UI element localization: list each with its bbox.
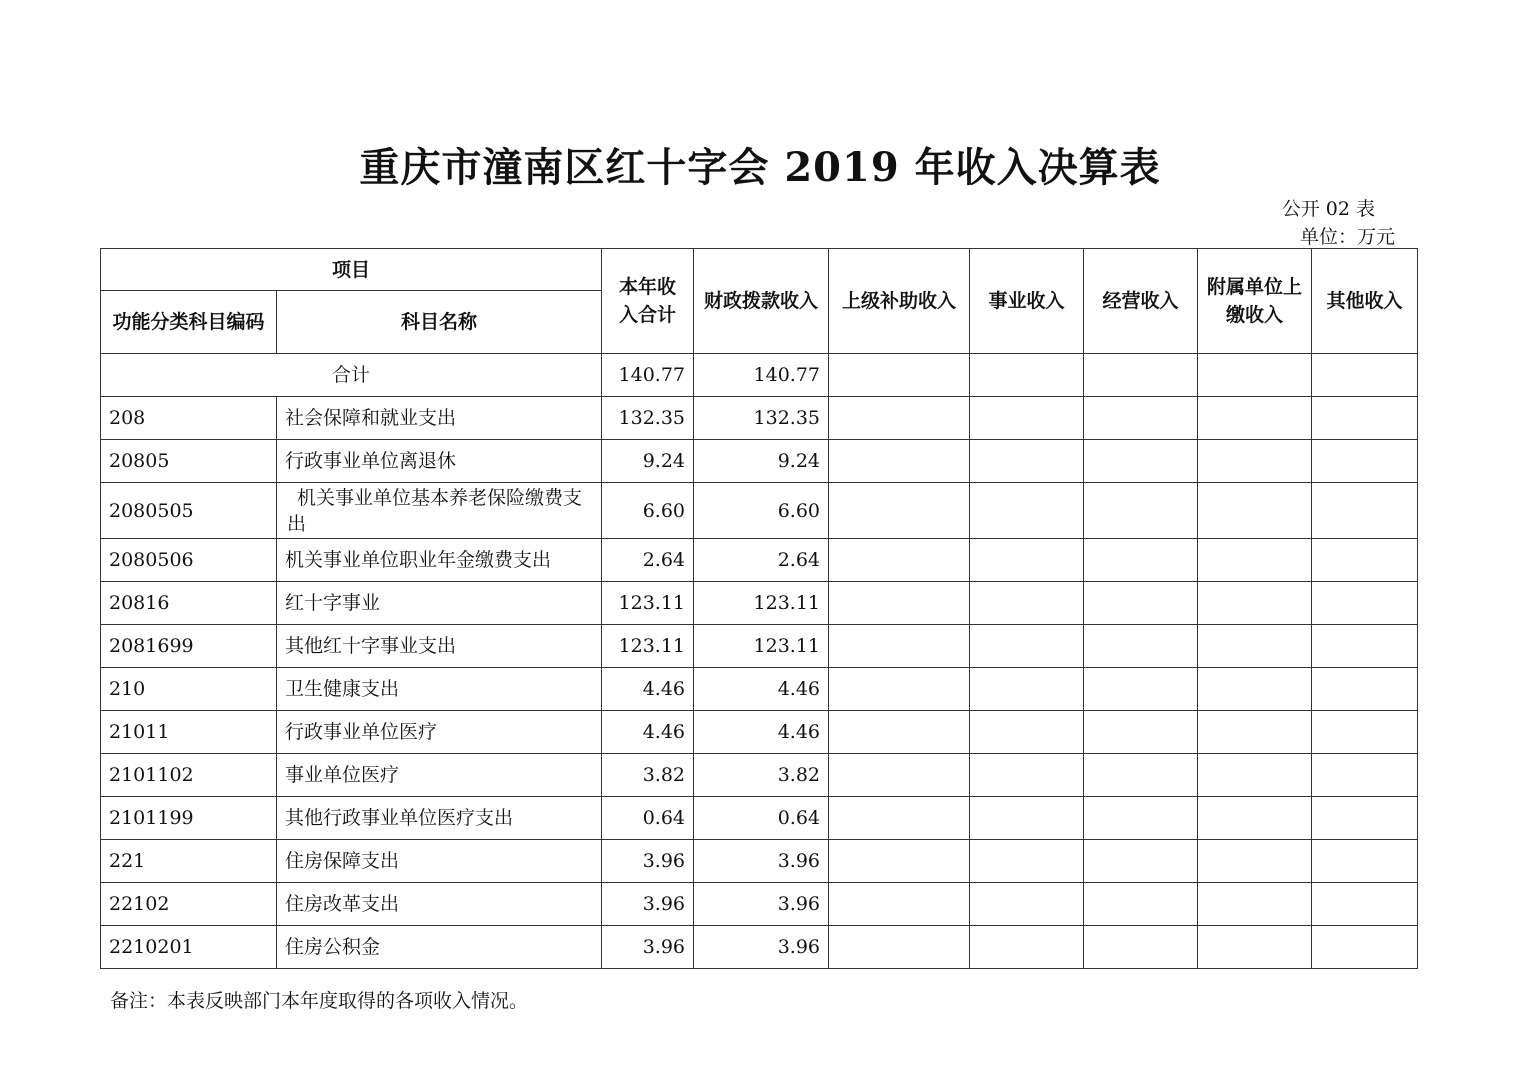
table-row <box>101 539 1418 582</box>
row-code: 208 <box>101 397 277 440</box>
row-code: 2101102 <box>101 754 277 797</box>
row-name: 机关事业单位职业年金缴费支出 <box>277 539 602 582</box>
header-operating: 经营收入 <box>1084 249 1198 354</box>
row-name: 住房保障支出 <box>277 840 602 883</box>
row-total: 3.96 <box>602 883 694 926</box>
row-total: 2.64 <box>602 539 694 582</box>
table-row <box>101 440 1418 483</box>
table-row <box>101 840 1418 883</box>
row-name: 事业单位医疗 <box>277 754 602 797</box>
row-fiscal: 6.60 <box>694 483 829 539</box>
table-number: 公开 02 表 <box>1281 198 1375 220</box>
table-row <box>101 582 1418 625</box>
row-name: 住房公积金 <box>277 926 602 969</box>
row-total: 0.64 <box>602 797 694 840</box>
row-name: 社会保障和就业支出 <box>277 397 602 440</box>
table-row <box>101 711 1418 754</box>
header-affiliated: 附属单位上缴收入 <box>1198 249 1312 354</box>
row-total: 123.11 <box>602 582 694 625</box>
row-code: 221 <box>101 840 277 883</box>
row-fiscal: 132.35 <box>694 397 829 440</box>
row-fiscal: 0.64 <box>694 797 829 840</box>
total-row <box>101 354 1418 397</box>
row-total: 3.96 <box>602 926 694 969</box>
row-total: 3.82 <box>602 754 694 797</box>
row-fiscal: 2.64 <box>694 539 829 582</box>
header-name: 科目名称 <box>277 291 602 354</box>
row-code: 2080505 <box>101 483 277 539</box>
row-name: 住房改革支出 <box>277 883 602 926</box>
row-fiscal: 3.82 <box>694 754 829 797</box>
row-name: 行政事业单位医疗 <box>277 711 602 754</box>
row-name: 卫生健康支出 <box>277 668 602 711</box>
row-code: 2081699 <box>101 625 277 668</box>
page-title: 重庆市潼南区红十字会 2019 年收入决算表 <box>359 144 1161 191</box>
row-code: 20805 <box>101 440 277 483</box>
row-fiscal: 4.46 <box>694 711 829 754</box>
total-fiscal: 140.77 <box>694 354 829 397</box>
row-code: 20816 <box>101 582 277 625</box>
row-name: 其他红十字事业支出 <box>277 625 602 668</box>
row-total: 4.46 <box>602 711 694 754</box>
row-code: 2210201 <box>101 926 277 969</box>
header-total: 本年收入合计 <box>602 249 694 354</box>
row-code: 21011 <box>101 711 277 754</box>
row-name-text: 机关事业单位基本养老保险缴费支出 <box>287 486 583 535</box>
header-other: 其他收入 <box>1312 249 1418 354</box>
unit-label: 单位：万元 <box>1299 226 1395 248</box>
row-code: 2101199 <box>101 797 277 840</box>
row-fiscal: 9.24 <box>694 440 829 483</box>
header-fiscal: 财政拨款收入 <box>694 249 829 354</box>
header-business: 事业收入 <box>970 249 1084 354</box>
row-total: 3.96 <box>602 840 694 883</box>
row-fiscal: 4.46 <box>694 668 829 711</box>
total-label: 合计 <box>101 354 602 397</box>
row-fiscal: 3.96 <box>694 840 829 883</box>
table-row <box>101 926 1418 969</box>
row-name: 其他行政事业单位医疗支出 <box>277 797 602 840</box>
row-fiscal: 123.11 <box>694 582 829 625</box>
header-project: 项目 <box>101 249 602 291</box>
row-code: 22102 <box>101 883 277 926</box>
table-row <box>101 625 1418 668</box>
row-total: 6.60 <box>602 483 694 539</box>
total-amount: 140.77 <box>602 354 694 397</box>
income-table <box>100 248 1418 969</box>
header-superior: 上级补助收入 <box>829 249 970 354</box>
table-row <box>101 668 1418 711</box>
row-total: 4.46 <box>602 668 694 711</box>
table-row <box>101 754 1418 797</box>
row-name: 行政事业单位离退休 <box>277 440 602 483</box>
table-row <box>101 483 1418 539</box>
row-code: 2080506 <box>101 539 277 582</box>
header-code: 功能分类科目编码 <box>101 291 277 354</box>
table-row <box>101 797 1418 840</box>
row-total: 132.35 <box>602 397 694 440</box>
row-name: 红十字事业 <box>277 582 602 625</box>
row-total: 123.11 <box>602 625 694 668</box>
footnote: 备注：本表反映部门本年度取得的各项收入情况。 <box>110 990 529 1012</box>
row-fiscal: 3.96 <box>694 883 829 926</box>
table-row <box>101 397 1418 440</box>
row-total: 9.24 <box>602 440 694 483</box>
table-row <box>101 883 1418 926</box>
row-name <box>277 483 602 539</box>
row-fiscal: 123.11 <box>694 625 829 668</box>
row-fiscal: 3.96 <box>694 926 829 969</box>
row-code: 210 <box>101 668 277 711</box>
